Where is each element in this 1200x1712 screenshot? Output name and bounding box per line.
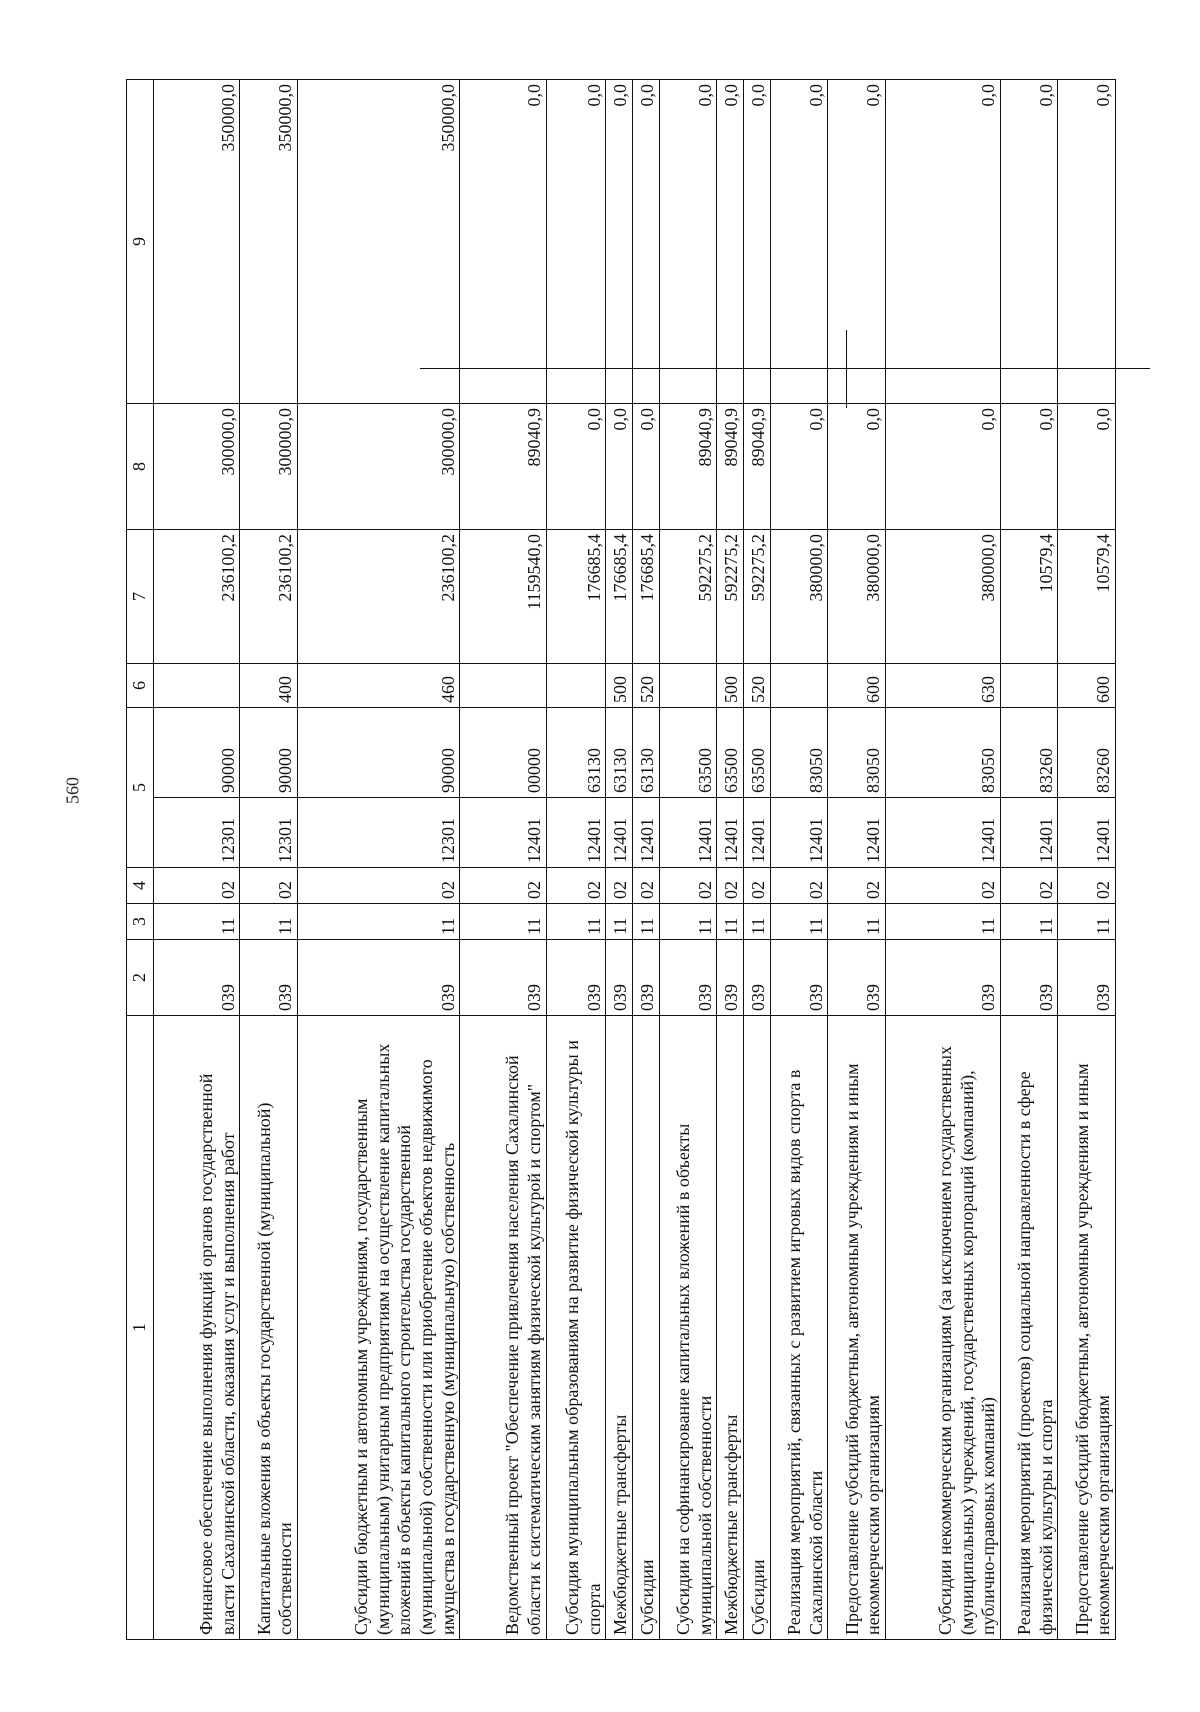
cell-c4: 02 [460, 868, 546, 904]
cell-c8: 300000,0 [154, 404, 240, 530]
cell-c9: 0,0 [1058, 80, 1116, 404]
table-row [1058, 80, 1116, 1640]
page-number: 560 [62, 777, 83, 804]
cell-c5b: 90000 [154, 708, 240, 798]
budget-table-rotated [126, 80, 1116, 1640]
cell-c7: 592275,2 [743, 530, 770, 664]
cell-c1: Капитальные вложения в объекты государственной (муниципальной) собственности [240, 1016, 298, 1640]
cell-c5b: 63500 [743, 708, 770, 798]
cell-c4: 02 [770, 868, 828, 904]
cell-c7: 592275,2 [659, 530, 717, 664]
cell-c2: 039 [1058, 940, 1116, 1016]
cell-c5a: 12301 [297, 798, 459, 868]
cell-c2: 039 [632, 940, 659, 1016]
table-row [297, 80, 459, 1640]
cell-c3: 11 [154, 904, 240, 940]
cell-c3: 11 [632, 904, 659, 940]
cell-c4: 02 [297, 868, 459, 904]
cell-c2: 039 [240, 940, 298, 1016]
cell-c8: 89040,9 [460, 404, 546, 530]
cell-c6: 500 [606, 664, 633, 708]
col-header-8: 8 [127, 404, 154, 530]
cell-c6 [770, 664, 828, 708]
cell-c5a: 12401 [546, 798, 606, 868]
cell-c4: 02 [606, 868, 633, 904]
cell-c3: 11 [606, 904, 633, 940]
table-row [828, 80, 886, 1640]
cell-c5a: 12401 [885, 798, 1000, 868]
cell-c2: 039 [828, 940, 886, 1016]
cell-c9: 0,0 [1000, 80, 1058, 404]
cell-c9: 0,0 [606, 80, 633, 404]
cell-c2: 039 [743, 940, 770, 1016]
cell-c4: 02 [632, 868, 659, 904]
cell-c6: 520 [632, 664, 659, 708]
cell-c1: Предоставление субсидий бюджетным, автономным учреждениям и иным некоммерческим организациям [828, 1016, 886, 1640]
cell-c9: 0,0 [828, 80, 886, 404]
cell-c1: Реализация мероприятий (проектов) социальной направленности в сфере физической культуры и спорта [1000, 1016, 1058, 1640]
cell-c8: 0,0 [606, 404, 633, 530]
cell-c4: 02 [1058, 868, 1116, 904]
cell-c2: 039 [606, 940, 633, 1016]
cell-c3: 11 [460, 904, 546, 940]
cell-c1: Предоставление субсидий бюджетным, автономным учреждениям и иным некоммерческим организациям [1058, 1016, 1116, 1640]
cell-c5b: 90000 [240, 708, 298, 798]
cell-c4: 02 [154, 868, 240, 904]
cell-c9: 0,0 [717, 80, 744, 404]
cell-c8: 89040,9 [717, 404, 744, 530]
cell-c9: 0,0 [546, 80, 606, 404]
table-row [770, 80, 828, 1640]
cell-c8: 0,0 [546, 404, 606, 530]
cell-c6: 630 [885, 664, 1000, 708]
cell-c9: 0,0 [885, 80, 1000, 404]
cell-c2: 039 [885, 940, 1000, 1016]
cell-c7: 380000,0 [770, 530, 828, 664]
cell-c2: 039 [1000, 940, 1058, 1016]
cell-c8: 300000,0 [297, 404, 459, 530]
cell-c1: Межбюджетные трансферты [606, 1016, 633, 1640]
cell-c5a: 12401 [606, 798, 633, 868]
cell-c6: 500 [717, 664, 744, 708]
cell-c9: 0,0 [770, 80, 828, 404]
cell-c3: 11 [743, 904, 770, 940]
cell-c2: 039 [717, 940, 744, 1016]
col-header-1: 1 [127, 1016, 154, 1640]
cell-c4: 02 [828, 868, 886, 904]
cell-c3: 11 [240, 904, 298, 940]
cell-c1: Субсидии бюджетным и автономным учреждениям, государственным (муниципальным) унитарным предприятиям на осуществление капитальных вложений в объекты капитального строительства государственной (муниципальной) собственности или приобретение объектов недвижимого имущества в государственную (муниципальную) собственность [297, 1016, 459, 1640]
cell-c1: Межбюджетные трансферты [717, 1016, 744, 1640]
cell-c5b: 83050 [770, 708, 828, 798]
cell-c9: 0,0 [632, 80, 659, 404]
cell-c7: 380000,0 [828, 530, 886, 664]
cell-c3: 11 [297, 904, 459, 940]
cell-c1: Субсидии на софинансирование капитальных вложений в объекты муниципальной собственности [659, 1016, 717, 1640]
cell-c5b: 63130 [632, 708, 659, 798]
cell-c1: Финансовое обеспечение выполнения функций органов государственной власти Сахалинской области, оказания услуг и выполнения работ [154, 1016, 240, 1640]
cell-c5b: 63130 [546, 708, 606, 798]
col-header-2: 2 [127, 940, 154, 1016]
cell-c5b: 90000 [297, 708, 459, 798]
cell-c6: 520 [743, 664, 770, 708]
cell-c7: 236100,2 [154, 530, 240, 664]
cell-c3: 11 [828, 904, 886, 940]
table-body [154, 80, 1116, 1640]
cell-c6 [460, 664, 546, 708]
cell-c9: 0,0 [659, 80, 717, 404]
scan-line [420, 368, 1150, 369]
cell-c7: 592275,2 [717, 530, 744, 664]
cell-c8: 0,0 [885, 404, 1000, 530]
table-row [885, 80, 1000, 1640]
cell-c8: 0,0 [770, 404, 828, 530]
cell-c7: 176685,4 [606, 530, 633, 664]
cell-c5b: 83050 [828, 708, 886, 798]
cell-c1: Субсидии [632, 1016, 659, 1640]
cell-c9: 0,0 [460, 80, 546, 404]
cell-c5b: 63500 [659, 708, 717, 798]
cell-c5a: 12301 [154, 798, 240, 868]
scan-tick [846, 330, 847, 408]
cell-c6 [154, 664, 240, 708]
cell-c3: 11 [717, 904, 744, 940]
cell-c2: 039 [770, 940, 828, 1016]
col-header-9: 9 [127, 80, 154, 404]
cell-c5a: 12401 [743, 798, 770, 868]
cell-c3: 11 [1058, 904, 1116, 940]
cell-c2: 039 [659, 940, 717, 1016]
cell-c7: 236100,2 [240, 530, 298, 664]
cell-c5a: 12401 [1000, 798, 1058, 868]
cell-c4: 02 [717, 868, 744, 904]
cell-c8: 300000,0 [240, 404, 298, 530]
cell-c5a: 12301 [240, 798, 298, 868]
cell-c5a: 12401 [770, 798, 828, 868]
cell-c4: 02 [240, 868, 298, 904]
col-header-4: 4 [127, 868, 154, 904]
cell-c3: 11 [885, 904, 1000, 940]
cell-c5a: 12401 [1058, 798, 1116, 868]
budget-table [126, 79, 1116, 1640]
table-row [240, 80, 298, 1640]
cell-c6: 600 [1058, 664, 1116, 708]
cell-c5a: 12401 [460, 798, 546, 868]
cell-c8: 0,0 [828, 404, 886, 530]
cell-c7: 10579,4 [1000, 530, 1058, 664]
cell-c6 [546, 664, 606, 708]
cell-c6: 600 [828, 664, 886, 708]
cell-c6 [1000, 664, 1058, 708]
cell-c9: 0,0 [743, 80, 770, 404]
cell-c6: 400 [240, 664, 298, 708]
cell-c3: 11 [546, 904, 606, 940]
table-row [606, 80, 633, 1640]
cell-c7: 10579,4 [1058, 530, 1116, 664]
cell-c9: 350000,0 [297, 80, 459, 404]
cell-c5b: 63130 [606, 708, 633, 798]
cell-c3: 11 [659, 904, 717, 940]
cell-c5a: 12401 [828, 798, 886, 868]
cell-c9: 350000,0 [154, 80, 240, 404]
cell-c2: 039 [154, 940, 240, 1016]
column-header-row [127, 80, 154, 1640]
cell-c4: 02 [546, 868, 606, 904]
table-row [743, 80, 770, 1640]
col-header-7: 7 [127, 530, 154, 664]
table-row [717, 80, 744, 1640]
cell-c3: 11 [770, 904, 828, 940]
cell-c8: 0,0 [1000, 404, 1058, 530]
cell-c7: 176685,4 [546, 530, 606, 664]
cell-c4: 02 [659, 868, 717, 904]
cell-c1: Реализация мероприятий, связанных с развитием игровых видов спорта в Сахалинской области [770, 1016, 828, 1640]
cell-c1: Субсидии некоммерческим организациям (за исключением государственных (муниципальных) учреждений, государственных корпораций (компаний), публично-правовых компаний) [885, 1016, 1000, 1640]
cell-c2: 039 [460, 940, 546, 1016]
cell-c8: 0,0 [632, 404, 659, 530]
cell-c8: 89040,9 [743, 404, 770, 530]
cell-c7: 1159540,0 [460, 530, 546, 664]
cell-c2: 039 [297, 940, 459, 1016]
cell-c8: 89040,9 [659, 404, 717, 530]
cell-c6 [659, 664, 717, 708]
cell-c7: 236100,2 [297, 530, 459, 664]
cell-c5b: 00000 [460, 708, 546, 798]
cell-c4: 02 [885, 868, 1000, 904]
cell-c5b: 83260 [1058, 708, 1116, 798]
cell-c4: 02 [1000, 868, 1058, 904]
table-row [546, 80, 606, 1640]
cell-c7: 176685,4 [632, 530, 659, 664]
cell-c4: 02 [743, 868, 770, 904]
table-row [1000, 80, 1058, 1640]
table-row [659, 80, 717, 1640]
cell-c1: Субсидия муниципальным образованиям на развитие физической культуры и спорта [546, 1016, 606, 1640]
cell-c5a: 12401 [717, 798, 744, 868]
cell-c5a: 12401 [659, 798, 717, 868]
table-row [632, 80, 659, 1640]
cell-c7: 380000,0 [885, 530, 1000, 664]
cell-c6: 460 [297, 664, 459, 708]
table-row [460, 80, 546, 1640]
cell-c9: 350000,0 [240, 80, 298, 404]
cell-c1: Ведомственный проект "Обеспечение привлечения населения Сахалинской области к систематическим занятиям физической культурой и спортом" [460, 1016, 546, 1640]
col-header-5: 5 [127, 708, 154, 868]
table-row [154, 80, 240, 1640]
cell-c5a: 12401 [632, 798, 659, 868]
cell-c5b: 63500 [717, 708, 744, 798]
cell-c5b: 83050 [885, 708, 1000, 798]
cell-c5b: 83260 [1000, 708, 1058, 798]
col-header-6: 6 [127, 664, 154, 708]
col-header-3: 3 [127, 904, 154, 940]
cell-c2: 039 [546, 940, 606, 1016]
cell-c3: 11 [1000, 904, 1058, 940]
cell-c1: Субсидии [743, 1016, 770, 1640]
cell-c8: 0,0 [1058, 404, 1116, 530]
